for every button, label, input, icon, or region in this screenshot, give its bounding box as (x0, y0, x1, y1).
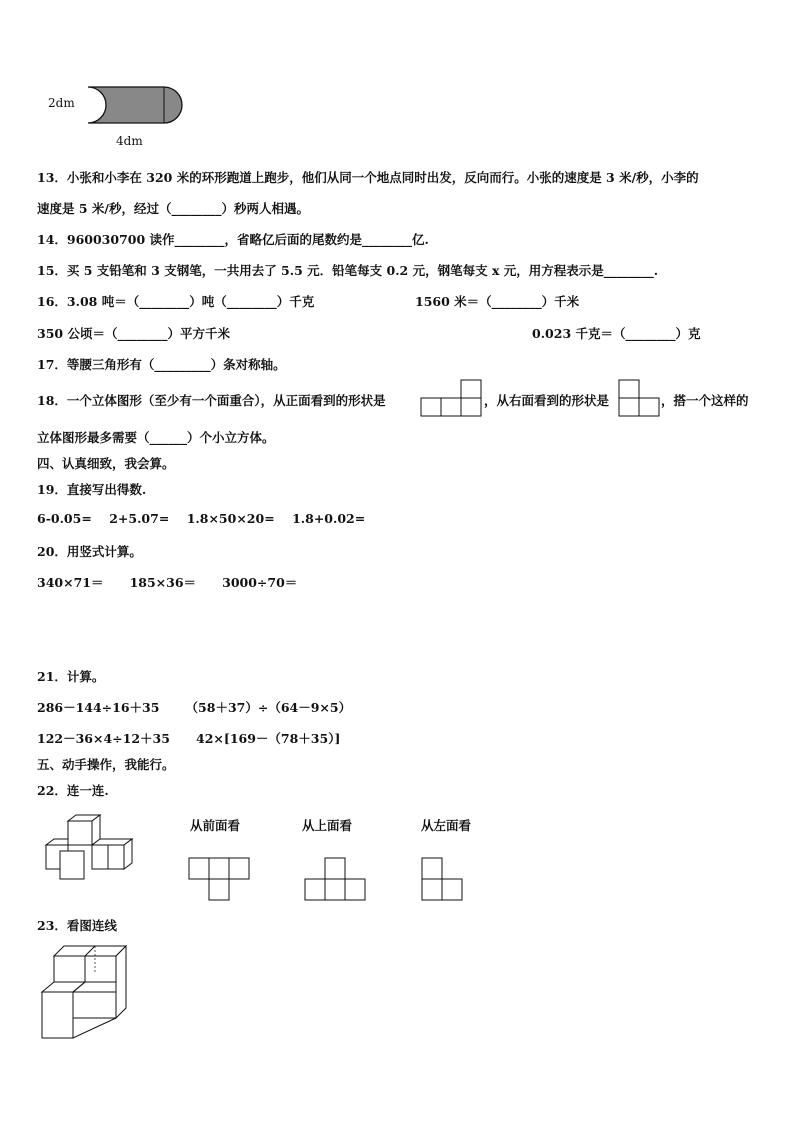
question-23-title: 23．看图连线 (37, 918, 117, 933)
figure-bottom-label: 4dm (116, 134, 143, 148)
question-18-part3: ，搭一个这样的 (661, 393, 749, 408)
question-21-row2: 122－36×4÷12＋35 42×[169－（78＋35）] (37, 731, 341, 746)
left-view-label: 从左面看 (421, 818, 472, 833)
question-13-line2: 速度是 5 米/秒，经过（________）秒两人相遇。 (37, 201, 309, 216)
view-shape-l (421, 857, 463, 901)
question-16-d: 0.023 千克＝（________）克 (532, 326, 701, 341)
view-shape-inverted-t (305, 857, 365, 901)
question-14: 14．960030700 读作________，省略亿后面的尾数约是________亿. (37, 232, 429, 247)
top-view-label: 从上面看 (302, 818, 353, 833)
question-21-row1: 286－144÷16＋35 （58＋37）÷（64－9×5） (37, 700, 352, 715)
question-13-line1: 13．小张和小李在 320 米的环形跑道上跑步，他们从同一个地点同时出发，反向而行。小张的速度是 3 米/秒，小李的 (37, 170, 699, 185)
question-16-b: 1560 米＝（________）千米 (415, 294, 580, 309)
question-21-title: 21．计算。 (37, 669, 105, 684)
solid-shape-figure (40, 944, 130, 1040)
figure-left-label: 2dm (48, 96, 75, 110)
view-shape-t (189, 857, 249, 901)
question-18-part1: 18．一个立体图形（至少有一个面重合），从正面看到的形状是 (37, 393, 386, 408)
question-17: 17．等腰三角形有（_________）条对称轴。 (37, 357, 286, 372)
cube-stack-figure (44, 813, 134, 881)
question-18-line2: 立体图形最多需要（______）个小立方体。 (37, 430, 275, 445)
question-18-part2: ，从右面看到的形状是 (484, 393, 610, 408)
semicircle-rectangle-figure (86, 86, 186, 124)
front-view-label: 从前面看 (190, 818, 241, 833)
section-5-heading: 五、动手操作，我能行。 (37, 757, 175, 772)
question-22-title: 22．连一连. (37, 783, 109, 798)
question-19-items: 6-0.05= 2+5.07= 1.8×50×20= 1.8+0.02= (37, 511, 366, 526)
question-15: 15．买 5 支铅笔和 3 支钢笔，一共用去了 5.5 元．铅笔每支 0.2 元，钢笔每支 x 元，用方程表示是________. (37, 263, 659, 278)
question-20-items: 340×71＝ 185×36＝ 3000÷70＝ (37, 575, 298, 590)
right-view-shape (619, 379, 659, 417)
question-16-c: 350 公顷＝（________）平方千米 (37, 326, 230, 341)
question-20-title: 20．用竖式计算。 (37, 544, 142, 559)
question-16-a: 16．3.08 吨＝（________）吨（________）千克 (37, 294, 315, 309)
front-view-shape (421, 379, 481, 417)
section-4-heading: 四、认真细致，我会算。 (37, 456, 175, 471)
question-19-title: 19．直接写出得数. (37, 482, 147, 497)
